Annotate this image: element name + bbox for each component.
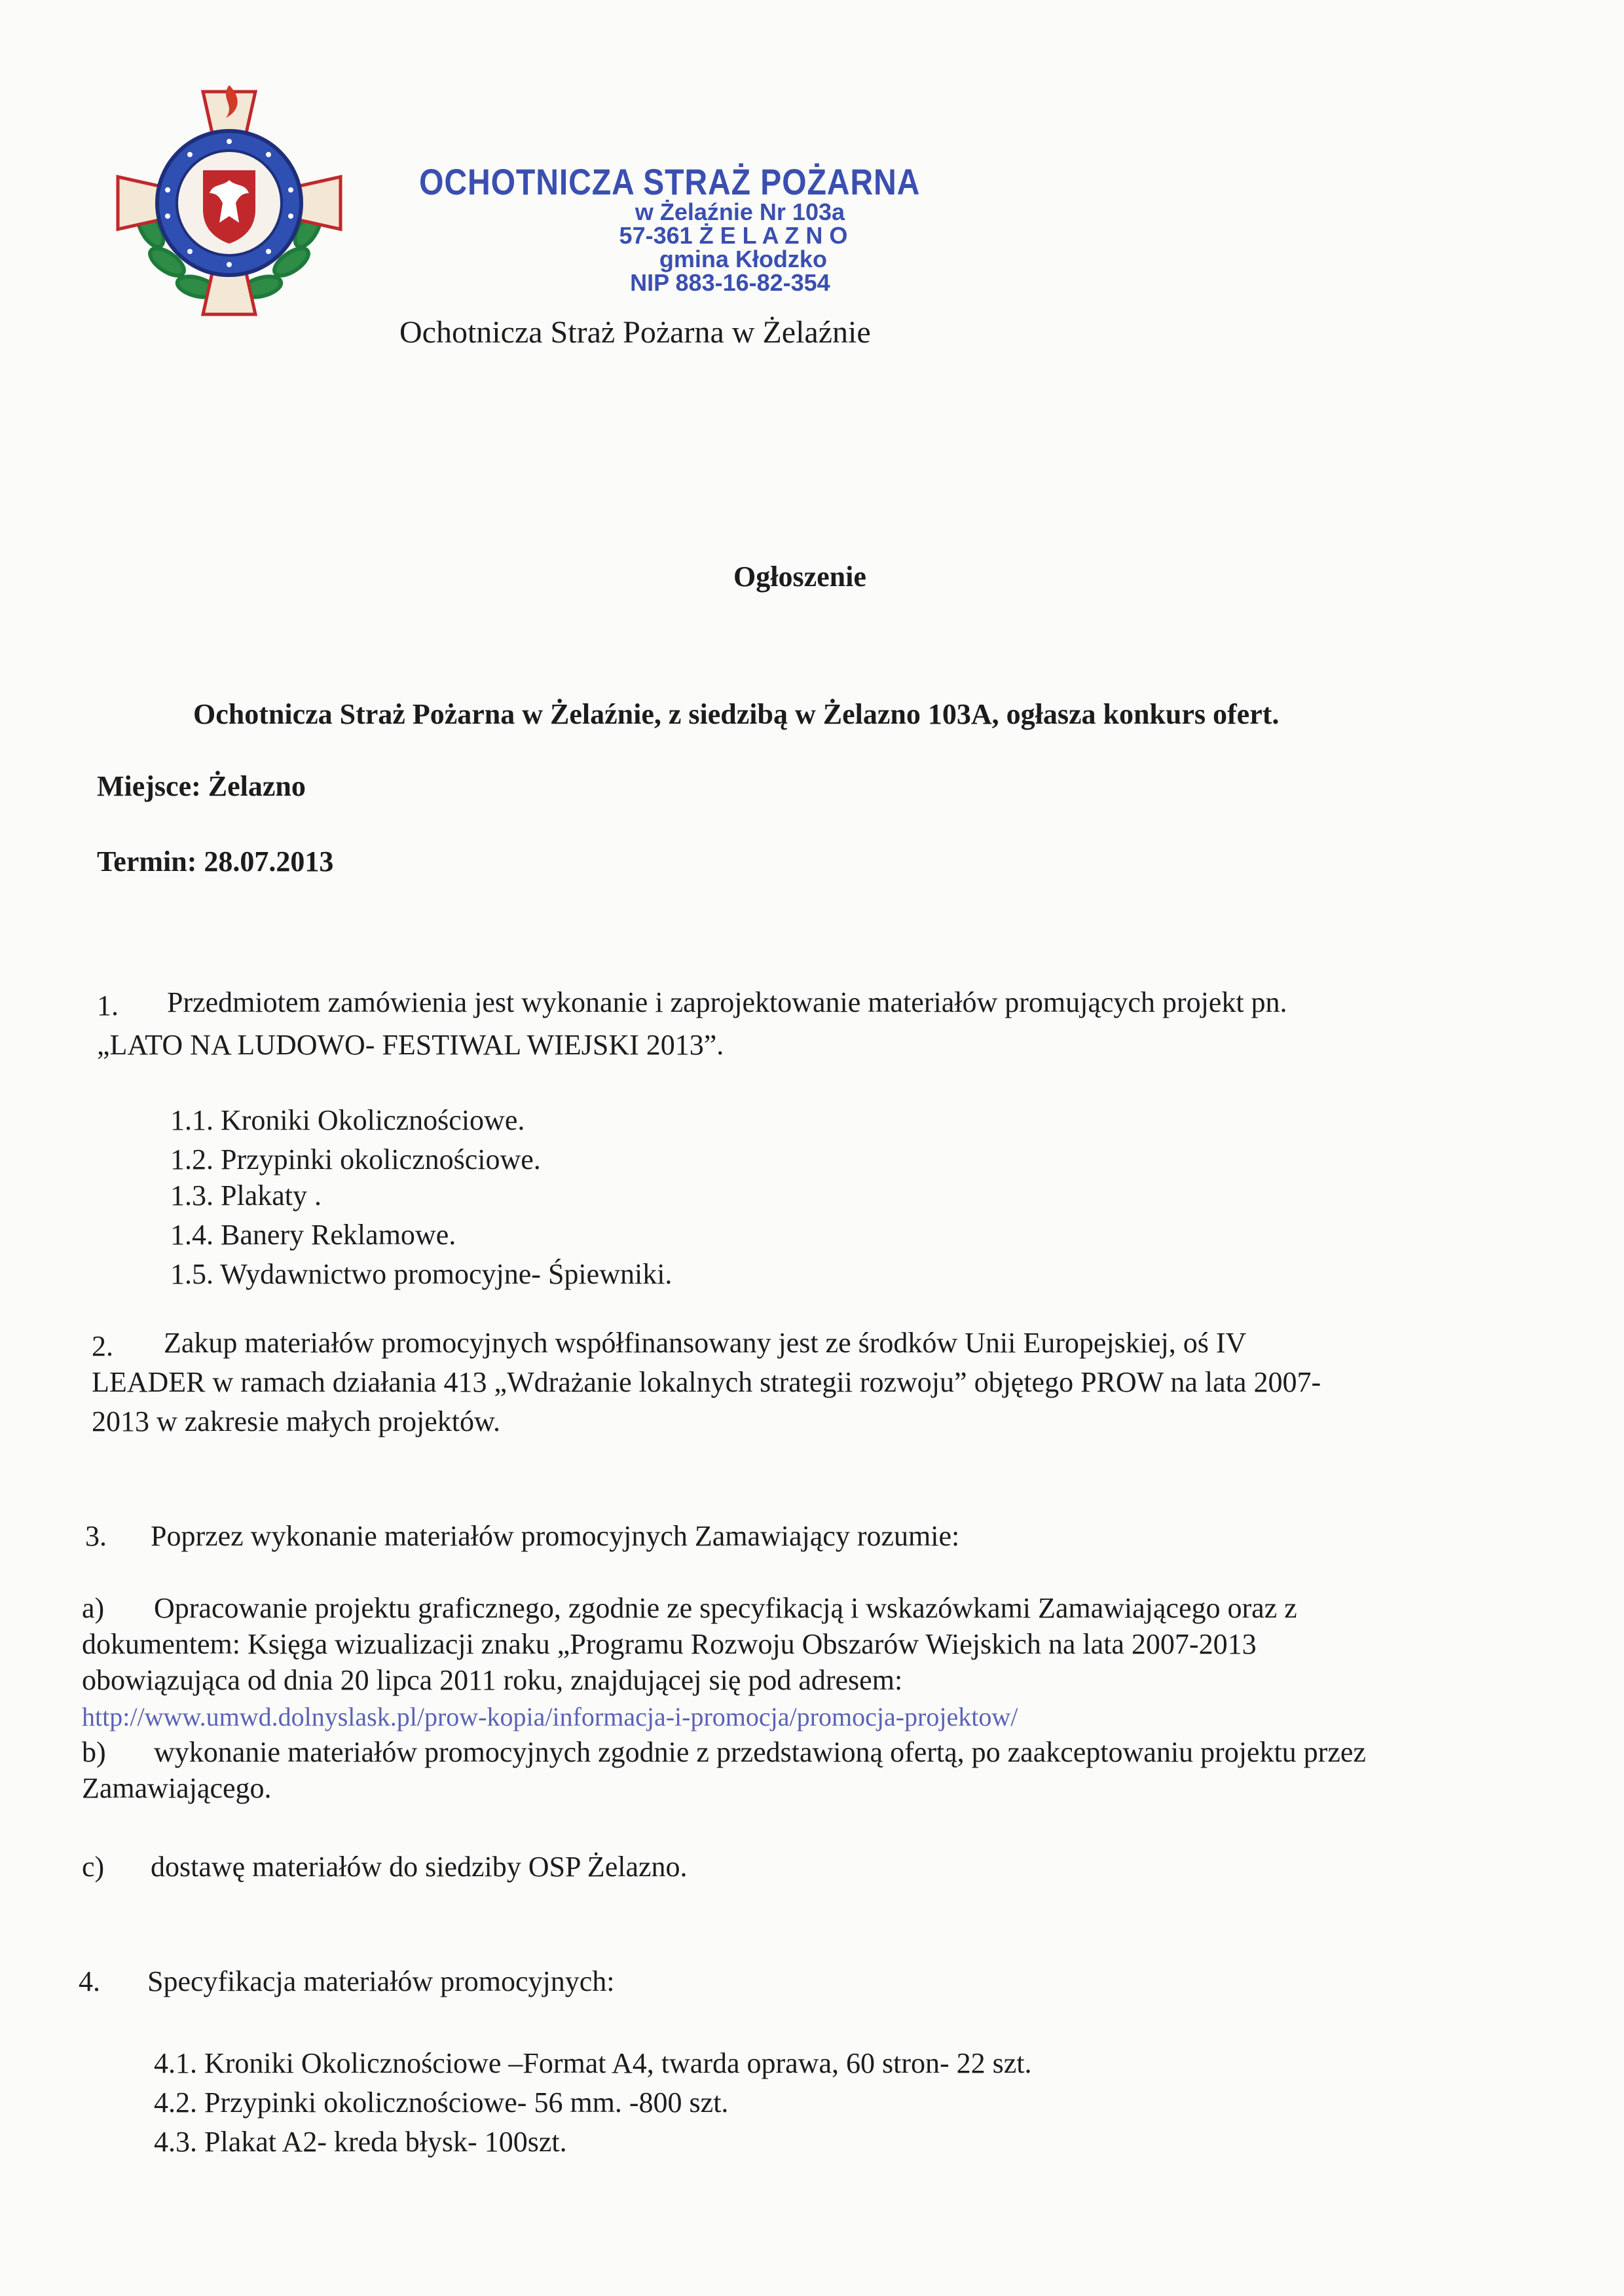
section-2-line-1: Zakup materiałów promocyjnych współfinansowany jest ze środków Unii Europejskiej, oś IV [164, 1327, 1247, 1359]
section-4-number: 4. [79, 1965, 100, 1997]
deadline-field: Termin: 28.07.2013 [97, 845, 334, 878]
section-3-c-label: c) [82, 1851, 105, 1883]
section-3-b-line-2: Zamawiającego. [82, 1772, 272, 1804]
header-organization: Ochotnicza Straż Pożarna w Żelaźnie [399, 315, 871, 350]
section-3-c-line-1: dostawę materiałów do siedziby OSP Żelazno. [151, 1851, 688, 1883]
section-3-a-line-3: obowiązująca od dnia 20 lipca 2011 roku, znajdującej się pod adresem: [82, 1664, 903, 1696]
stamp-commune: gmina Kłodzko [659, 246, 827, 272]
fire-brigade-emblem [105, 79, 354, 327]
stamp-nip: NIP 883-16-82-354 [630, 269, 830, 296]
section-3-b-line-1: wykonanie materiałów promocyjnych zgodnie z przedstawioną ofertą, po zaakceptowaniu projektu przez [154, 1736, 1366, 1768]
list-item: 4.3. Plakat A2- kreda błysk- 100szt. [154, 2126, 567, 2158]
intro-text: Ochotnicza Straż Pożarna w Żelaźnie, z siedzibą w Żelazno 103A, ogłasza konkurs ofert. [193, 698, 1280, 730]
section-3-number: 3. [85, 1520, 107, 1552]
section-3-a-label: a) [82, 1592, 105, 1624]
section-2-line-3: 2013 w zakresie małych projektów. [92, 1405, 500, 1437]
document-title: Ogłoszenie [733, 561, 866, 593]
section-1-number: 1. [97, 990, 119, 1022]
place-field: Miejsce: Żelazno [97, 770, 306, 802]
section-1-line-2: „LATO NA LUDOWO- FESTIWAL WIEJSKI 2013”. [97, 1029, 724, 1061]
list-item: 1.1. Kroniki Okolicznościowe. [170, 1104, 525, 1136]
section-4-line-1: Specyfikacja materiałów promocyjnych: [147, 1965, 615, 1997]
organization-stamp [419, 161, 1002, 296]
section-1-line-1: Przedmiotem zamówienia jest wykonanie i zaprojektowanie materiałów promujących projekt pn. [167, 986, 1287, 1018]
list-item: 1.5. Wydawnictwo promocyjne- Śpiewniki. [170, 1258, 673, 1290]
visualization-link[interactable]: http://www.umwd.dolnyslask.pl/prow-kopia/informacja-i-promocja/promocja-projektow/ [82, 1702, 1018, 1731]
section-3-a-line-2: dokumentem: Księga wizualizacji znaku „Programu Rozwoju Obszarów Wiejskich na lata 2007-2013 [82, 1628, 1257, 1660]
list-item: 1.2. Przypinki okolicznościowe. [170, 1143, 541, 1176]
section-2-line-2: LEADER w ramach działania 413 „Wdrażanie lokalnych strategii rozwoju” objętego PROW na lata 2007- [92, 1366, 1321, 1398]
section-3-b-label: b) [82, 1736, 106, 1768]
list-item: 4.2. Przypinki okolicznościowe- 56 mm. -800 szt. [154, 2086, 729, 2119]
section-3-a-line-1: Opracowanie projektu graficznego, zgodnie ze specyfikacją i wskazówkami Zamawiającego oraz z [154, 1592, 1297, 1624]
list-item: 4.1. Kroniki Okolicznościowe –Format A4, twarda oprawa, 60 stron- 22 szt. [154, 2047, 1032, 2079]
list-item: 1.3. Plakaty . [170, 1179, 322, 1212]
stamp-name: OCHOTNICZA STRAŻ POŻARNA [419, 161, 921, 202]
list-item: 1.4. Banery Reklamowe. [170, 1219, 456, 1251]
stamp-address: w Żelaźnie Nr 103a [635, 198, 845, 225]
section-2-number: 2. [92, 1330, 113, 1362]
section-3-line-1: Poprzez wykonanie materiałów promocyjnych Zamawiający rozumie: [151, 1520, 960, 1552]
stamp-postal: 57-361 Ż E L A Z N O [619, 222, 848, 249]
